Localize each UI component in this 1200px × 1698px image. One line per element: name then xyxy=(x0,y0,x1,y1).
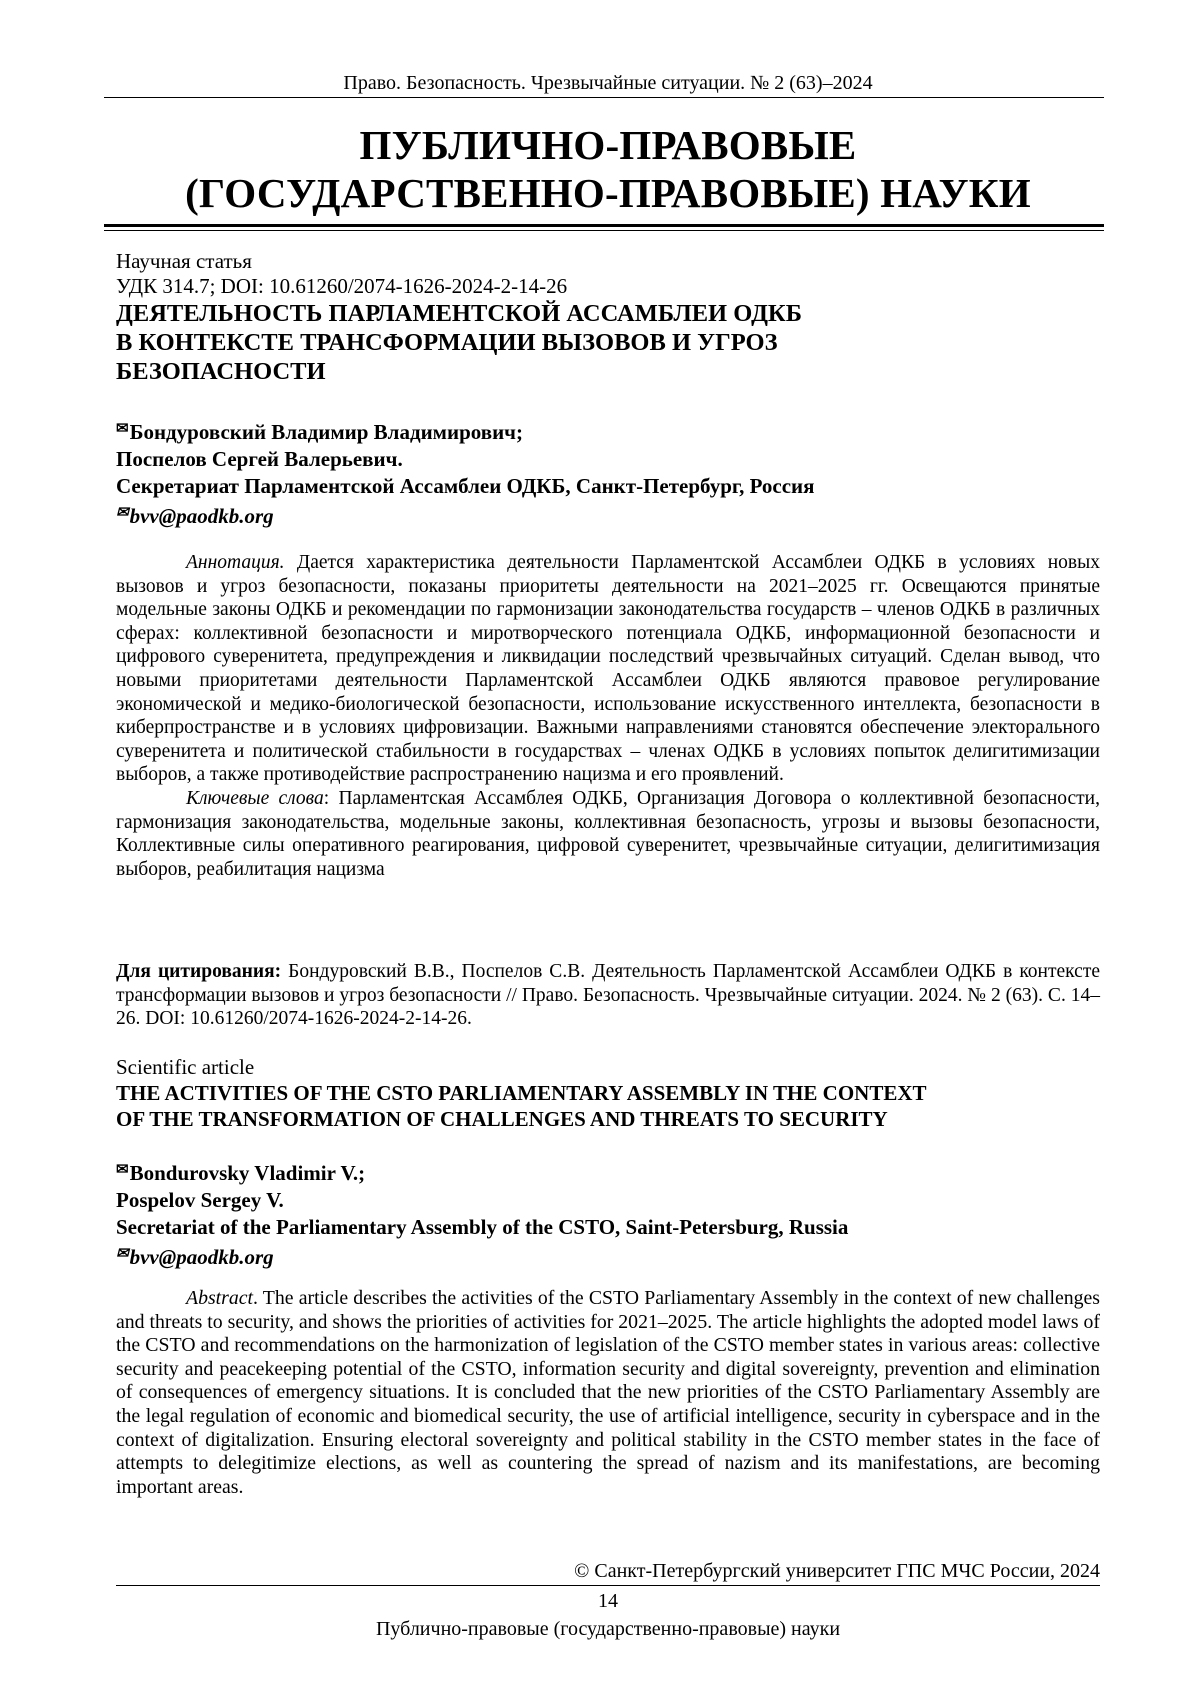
envelope-icon: ✉ xyxy=(116,505,129,521)
page-number: 14 xyxy=(598,1590,618,1612)
en-author-2: Pospelov Sergey V. xyxy=(116,1188,284,1212)
footer-section-name: Публично-правовые (государственно-правовые) науки xyxy=(375,1618,841,1640)
ru-title-line-1: ДЕЯТЕЛЬНОСТЬ ПАРЛАМЕНТСКОЙ АССАМБЛЕИ ОДКБ xyxy=(116,300,802,327)
en-article-title xyxy=(116,1080,1100,1132)
en-abstract-text: . The article describes the activities of the CSTO Parliamentary Assembly in the context of new challenges and threats to security, and shows the priorities of activities for 2021–2025. The article highlights the adopted model laws of the CSTO and recommendations on the harmonization of legislation of the CSTO member states in various areas: collective security and peacekeeping potential of the CSTO, information security and digital sovereignty, prevention and elimination of consequences of emergency situations. It is concluded that the new priorities of the CSTO Parliamentary Assembly are the legal regulation of economic and biomedical security, the use of artificial intelligence, security in cyberspace and in the context of digitalization. Ensuring electoral sovereignty and political stability in the CSTO member states in the face of attempts to delegitimize elections, as well as countering the spread of nazism and its manifestations, are becoming important areas. xyxy=(116,1287,1100,1498)
section-title-line-2: (ГОСУДАРСТВЕННО-ПРАВОВЫЕ) НАУКИ xyxy=(185,170,1031,216)
ru-abstract-paragraph xyxy=(116,551,1100,787)
en-title-line-2: OF THE TRANSFORMATION OF CHALLENGES AND THREATS TO SECURITY xyxy=(116,1107,888,1131)
ru-affiliation: Секретариат Парламентской Ассамблеи ОДКБ, Санкт-Петербург, Россия xyxy=(116,474,815,498)
ru-author-1-name: Бондуровский Владимир Владимирович; xyxy=(129,420,523,444)
en-authors xyxy=(116,1157,1100,1271)
title-rule-thin xyxy=(104,230,1104,231)
ru-title-line-3: БЕЗОПАСНОСТИ xyxy=(116,358,326,385)
header-rule xyxy=(104,97,1104,98)
ru-udk-doi: УДК 314.7; DOI: 10.61260/2074-1626-2024-2-14-26 xyxy=(116,274,568,298)
ru-keywords-text: : Парламентская Ассамблея ОДКБ, Организация Договора о коллективной безопасности, гармонизация законодательства, модельные законы, коллективная безопасность, угрозы и вызовы безопасности, Коллективные силы оперативного реагирования, цифровой суверенитет, чрезвычайные ситуации, делигитимизация выборов, реабилитация нацизма xyxy=(116,787,1100,880)
footer-rule xyxy=(116,1585,1100,1586)
en-abstract-paragraph xyxy=(116,1287,1100,1499)
envelope-icon: ✉ xyxy=(116,421,129,437)
envelope-icon: ✉ xyxy=(116,1162,129,1178)
en-email[interactable]: bvv@paodkb.org xyxy=(129,1245,274,1269)
en-title-line-1: THE ACTIVITIES OF THE CSTO PARLIAMENTARY ASSEMBLY IN THE CONTEXT xyxy=(116,1081,927,1105)
ru-keywords-label: Ключевые слова xyxy=(186,787,324,809)
en-author-1-name: Bondurovsky Vladimir V.; xyxy=(129,1161,366,1185)
ru-author-2: Поспелов Сергей Валерьевич. xyxy=(116,447,403,471)
ru-article-type: Научная статья xyxy=(116,249,252,273)
copyright: © Санкт-Петербургский университет ГПС МЧС России, 2024 xyxy=(574,1560,1100,1582)
ru-article-meta xyxy=(116,249,1100,299)
en-author-1 xyxy=(116,1157,1100,1187)
en-article-type: Scientific article xyxy=(116,1055,255,1079)
en-abstract xyxy=(116,1287,1100,1499)
running-header: Право. Безопасность. Чрезвычайные ситуации. № 2 (63)–2024 xyxy=(343,72,873,94)
ru-email-line xyxy=(116,500,1100,530)
ru-title-line-2: В КОНТЕКСТЕ ТРАНСФОРМАЦИИ ВЫЗОВОВ И УГРОЗ xyxy=(116,329,778,356)
en-abstract-label: Abstract xyxy=(186,1287,254,1309)
en-article-meta xyxy=(116,1055,1100,1080)
ru-citation-label: Для цитирования: xyxy=(116,961,282,982)
ru-article-title xyxy=(116,299,1100,386)
section-title xyxy=(116,121,1100,217)
ru-abstract-text: Дается характеристика деятельности Парламентской Ассамблеи ОДКБ в условиях новых вызовов и угроз безопасности, показаны приоритеты деятельности на 2021–2025 гг. Освещаются принятые модельные законы ОДКБ и рекомендации по гармонизации законодательства государств – членов ОДКБ в различных сферах: коллективной безопасности и миротворческого потенциала ОДКБ, информационной безопасности и цифрового суверенитета, предупреждения и ликвидации последствий чрезвычайных ситуаций. Сделан вывод, что новыми приоритетами деятельности Парламентской Ассамблеи ОДКБ являются правовое регулирование экономической и медико-биологической безопасности, использование искусственного интеллекта, безопасности в киберпространстве и в условиях цифровизации. Важными направлениями становятся обеспечение электорального суверенитета и политической стабильности в государствах – членах ОДКБ в условиях попыток делигитимизации выборов, а также противодействие распространению нацизма и его проявлений. xyxy=(116,552,1100,786)
section-title-line-1: ПУБЛИЧНО-ПРАВОВЫЕ xyxy=(359,122,857,168)
en-email-line xyxy=(116,1241,1100,1271)
envelope-icon: ✉ xyxy=(116,1246,129,1262)
title-rule-thick xyxy=(104,224,1104,227)
ru-citation-paragraph xyxy=(116,960,1100,1031)
ru-email[interactable]: bvv@paodkb.org xyxy=(129,504,274,528)
ru-citation-text: Бондуровский В.В., Поспелов С.В. Деятельность Парламентской Ассамблеи ОДКБ в контексте трансформации вызовов и угроз безопасности // Право. Безопасность. Чрезвычайные ситуации. 2024. № 2 (63). С. 14–26. DOI: 10.61260/2074-1626-2024-2-14-26. xyxy=(116,961,1100,1030)
ru-abstract xyxy=(116,551,1100,881)
en-affiliation: Secretariat of the Parliamentary Assembly of the CSTO, Saint-Petersburg, Russia xyxy=(116,1215,849,1239)
ru-author-1 xyxy=(116,416,1100,446)
ru-authors xyxy=(116,416,1100,530)
ru-abstract-label: Аннотация. xyxy=(186,552,285,573)
ru-citation xyxy=(116,960,1100,1031)
ru-keywords-paragraph xyxy=(116,787,1100,881)
